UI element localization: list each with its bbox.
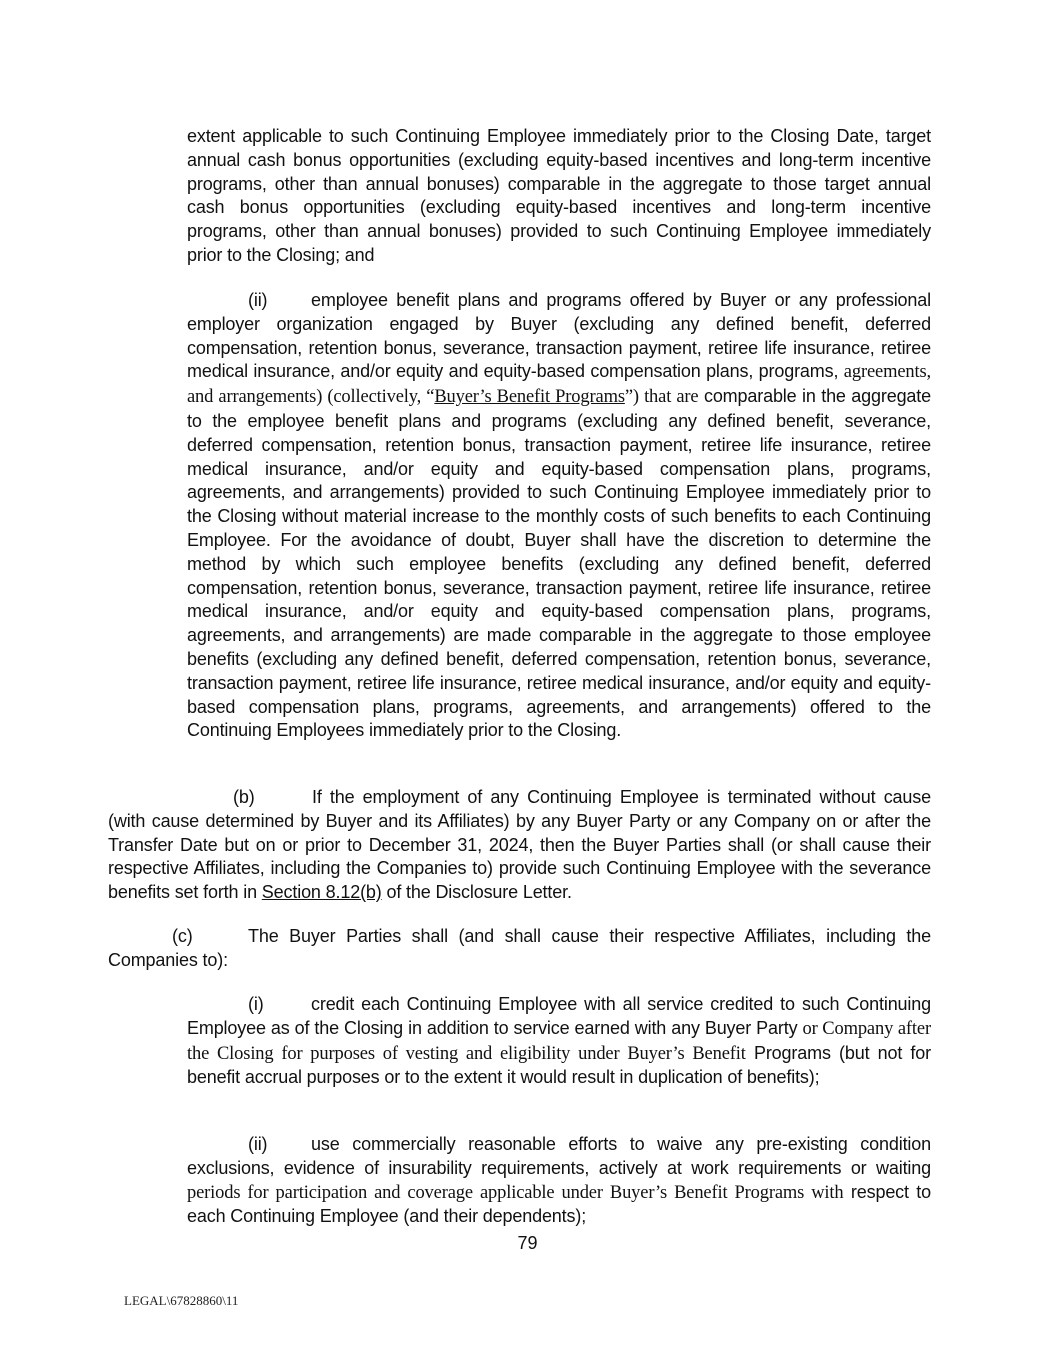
paragraph-continuation [187,125,931,268]
paragraph-b [108,786,931,905]
paragraph-c-i [187,993,931,1090]
paragraph-text: employee benefit plans and programs offered by Buyer or any professional employer organization engaged by Buyer (excluding any defined benefit, deferred compensation, retention bonus, severance, transaction payment, retiree life insurance, retiree medical insurance, and/or equity and equity-based compensation plans, programs, [187,290,931,382]
paragraph-c [108,925,931,973]
clause-marker: (ii) [248,1134,268,1154]
clause-marker: (b) [233,787,255,807]
paragraph-text: respect to each Continuing Employee (and their dependents); [187,1181,931,1227]
paragraph-text-serif: agreements, and arrangements) (collectively, “ [187,362,931,408]
paragraph-a-ii [187,289,931,743]
paragraph-text-serif: ”) that are [624,387,699,408]
clause-marker: (i) [248,994,264,1014]
paragraph-text-serif: periods for participation and coverage applicable under Buyer’s Benefit Programs with [187,1182,844,1203]
clause-marker: (c) [172,926,193,946]
paragraph-c-ii [187,1133,931,1229]
section-reference: Section 8.12(b) [261,882,382,903]
paragraph-text-serif: or Company after the Closing for purposes of vesting and eligibility under Buyer’s Benefit [187,1018,931,1064]
clause-marker: (ii) [248,290,268,310]
paragraph-text: The Buyer Parties shall (and shall cause their respective Affiliates, including the Companies to): [108,926,931,970]
paragraph-text: Programs (but not for benefit accrual purposes or to the extent it would result in duplication of benefits); [187,1042,931,1088]
defined-term-buyers-benefit-programs: Buyer’s Benefit Programs [434,387,625,408]
paragraph-text: of the Disclosure Letter. [381,882,572,903]
paragraph-text: If the employment of any Continuing Employee is terminated without cause (with cause determined by Buyer and its Affiliates) by any Buyer Party or any Company on or after the Transfer Date but on or prior to December 31, 2024, then the Buyer Parties shall (or shall cause their respective Affiliates, including the Companies to) provide such Continuing Employee with the severance benefits set forth in [108,787,931,903]
paragraph-text: use commercially reasonable efforts to waive any pre-existing condition exclusions, evidence of insurability requirements, actively at work requirements or waiting [187,1134,931,1178]
document-id-footer: LEGAL\67828860\11 [124,1293,239,1308]
paragraph-text: extent applicable to such Continuing Employee immediately prior to the Closing Date, target annual cash bonus opportunities (excluding equity-based incentives and long-term incentive programs, other than annual bonuses) comparable in the aggregate to those target annual cash bonus opportunities (excluding equity-based incentives and long-term incentive programs, other than annual bonuses) provided to such Continuing Employee immediately prior to the Closing; and [187,126,931,265]
page-number: 79 [517,1233,538,1253]
paragraph-text: credit each Continuing Employee with all service credited to such Continuing Employee as of the Closing in addition to service earned with any Buyer Party [187,994,931,1038]
paragraph-text: comparable in the aggregate to the employee benefit plans and programs (excluding any defined benefit, severance, deferred compensation, retention bonus, transaction payment, retiree life insurance, retiree medical insurance, and/or equity and equity-based compensation plans, programs, agreements, and arrangements) provided to such Continuing Employee immediately prior to the Closing without material increase to the monthly costs of such benefits to each Continuing Employee. For the avoidance of doubt, Buyer shall have the discretion to determine the method by which such employee benefits (excluding any defined benefit, deferred compensation, retention bonus, severance, transaction payment, retiree life insurance, retiree medical insurance, and/or equity and equity-based compensation plans, programs, agreements, and arrangements) are made comparable in the aggregate to those employee benefits (excluding any defined benefit, deferred compensation, retention bonus, severance, transaction payment, retiree life insurance, retiree medical insurance, and/or equity and equity-based compensation plans, programs, agreements, and arrangements) offered to the Continuing Employees immediately prior to the Closing. [187,386,932,741]
